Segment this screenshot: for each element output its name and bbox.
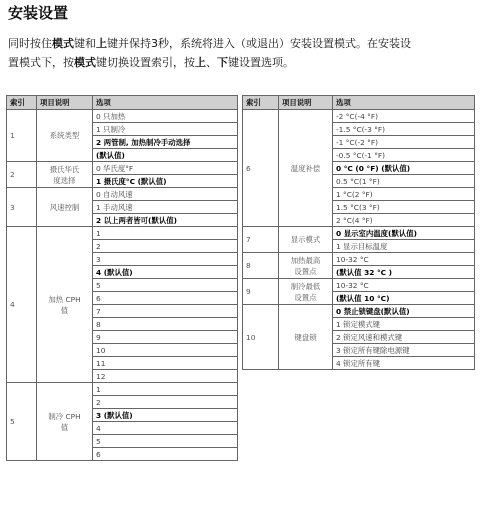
setting-option: 2	[93, 396, 238, 409]
setting-description: 系统类型	[37, 110, 93, 162]
setting-option: 1.5 °C(3 °F)	[333, 201, 475, 214]
setting-index: 5	[7, 383, 37, 461]
intro-line	[8, 34, 494, 53]
setting-description: 风速控制	[37, 188, 93, 227]
setting-option: 8	[93, 318, 238, 331]
intro-text: 键切换设置索引，按	[96, 56, 195, 69]
setting-description: 制冷最低 设置点	[279, 279, 333, 305]
setting-option: 9	[93, 331, 238, 344]
setting-option: -0.5 °C(-1 °F)	[333, 149, 475, 162]
setting-option: 1 显示目标温度	[333, 240, 475, 253]
setting-description: 摄氏华氏 度选择	[37, 162, 93, 188]
table-row	[243, 305, 475, 318]
setting-option: 3 (默认值)	[93, 409, 238, 422]
setting-option: 0 °C (0 °F) (默认值)	[333, 162, 475, 175]
table-header-row	[243, 96, 475, 110]
table-row	[7, 227, 238, 240]
table-row	[243, 279, 475, 292]
setting-option: 0 显示室内温度(默认值)	[333, 227, 475, 240]
table-row	[243, 110, 475, 123]
intro-text: 同时按住	[8, 37, 52, 50]
setting-index: 2	[7, 162, 37, 188]
setting-option: 5	[93, 279, 238, 292]
setting-option: 3 锁定所有键除电源键	[333, 344, 475, 357]
intro-key-name: 模式	[74, 56, 96, 69]
setting-index: 4	[7, 227, 37, 383]
intro-key-name: 下	[217, 56, 228, 69]
table-row	[7, 162, 238, 175]
intro-key-name: 上	[195, 56, 206, 69]
header-option: 选项	[333, 96, 475, 110]
setting-option: 2	[93, 240, 238, 253]
table-row	[7, 383, 238, 396]
setting-option: 1 手动风速	[93, 201, 238, 214]
intro-key-name: 模式	[52, 37, 74, 50]
setting-option: 1 锁定模式键	[333, 318, 475, 331]
setting-description: 键盘锁	[279, 305, 333, 370]
setting-option: 2 两管制, 加热制冷手动选择	[93, 136, 238, 149]
setting-option: 7	[93, 305, 238, 318]
setting-index: 1	[7, 110, 37, 162]
setting-description: 显示模式	[279, 227, 333, 253]
setting-description: 温度补偿	[279, 110, 333, 227]
header-option: 选项	[93, 96, 238, 110]
setting-option: 2 °C(4 °F)	[333, 214, 475, 227]
setting-index: 10	[243, 305, 279, 370]
intro-paragraph	[8, 34, 494, 72]
setting-option: 11	[93, 357, 238, 370]
setting-option: 0 只加热	[93, 110, 238, 123]
setting-option: 0.5 °C(1 °F)	[333, 175, 475, 188]
intro-text: 键并保持3秒，系统将进入（或退出）安装设置模式。在安装设	[107, 37, 411, 50]
setting-description: 加热最高 设置点	[279, 253, 333, 279]
page-title: 安装设置	[8, 4, 69, 22]
settings-table-left	[6, 95, 238, 461]
settings-table-right	[242, 95, 475, 370]
intro-key-name: 上	[96, 37, 107, 50]
setting-option: 10	[93, 344, 238, 357]
table-row	[243, 253, 475, 266]
intro-text: 键设置选项。	[228, 56, 294, 69]
setting-option: 6	[93, 448, 238, 461]
setting-option: -1.5 °C(-3 °F)	[333, 123, 475, 136]
header-index: 索引	[7, 96, 37, 110]
setting-option: 1 摄氏度°C (默认值)	[93, 175, 238, 188]
setting-option: 0 华氏度°F	[93, 162, 238, 175]
intro-text: 置模式下，按	[8, 56, 74, 69]
header-description: 项目说明	[37, 96, 93, 110]
table-row	[7, 188, 238, 201]
setting-description: 制冷 CPH 值	[37, 383, 93, 461]
setting-index: 6	[243, 110, 279, 227]
setting-index: 9	[243, 279, 279, 305]
setting-option: 3	[93, 253, 238, 266]
setting-index: 3	[7, 188, 37, 227]
setting-option: 1	[93, 227, 238, 240]
setting-option: 4	[93, 422, 238, 435]
setting-option: 2 以上两者皆可(默认值)	[93, 214, 238, 227]
setting-option: (默认值)	[93, 149, 238, 162]
setting-description: 加热 CPH 值	[37, 227, 93, 383]
setting-option: -2 °C(-4 °F)	[333, 110, 475, 123]
intro-text: 键和	[74, 37, 96, 50]
setting-option: 1 只制冷	[93, 123, 238, 136]
header-index: 索引	[243, 96, 279, 110]
setting-option: 4 (默认值)	[93, 266, 238, 279]
setting-option: 12	[93, 370, 238, 383]
setting-option: 1	[93, 383, 238, 396]
setting-option: 5	[93, 435, 238, 448]
setting-option: 0 自动风速	[93, 188, 238, 201]
intro-line	[8, 53, 494, 72]
setting-option: 1 °C(2 °F)	[333, 188, 475, 201]
table-header-row	[7, 96, 238, 110]
setting-option: (默认值 32 °C )	[333, 266, 475, 279]
setting-index: 7	[243, 227, 279, 253]
setting-option: 2 锁定风速和模式键	[333, 331, 475, 344]
setting-option: (默认值 10 °C)	[333, 292, 475, 305]
setting-option: -1 °C(-2 °F)	[333, 136, 475, 149]
setting-option: 10-32 °C	[333, 253, 475, 266]
setting-option: 6	[93, 292, 238, 305]
header-description: 项目说明	[279, 96, 333, 110]
table-row	[7, 110, 238, 123]
setting-option: 0 禁止锁键盘(默认值)	[333, 305, 475, 318]
setting-index: 8	[243, 253, 279, 279]
intro-text: 、	[206, 56, 217, 69]
setting-option: 4 锁定所有键	[333, 357, 475, 370]
setting-option: 10-32 °C	[333, 279, 475, 292]
table-row	[243, 227, 475, 240]
